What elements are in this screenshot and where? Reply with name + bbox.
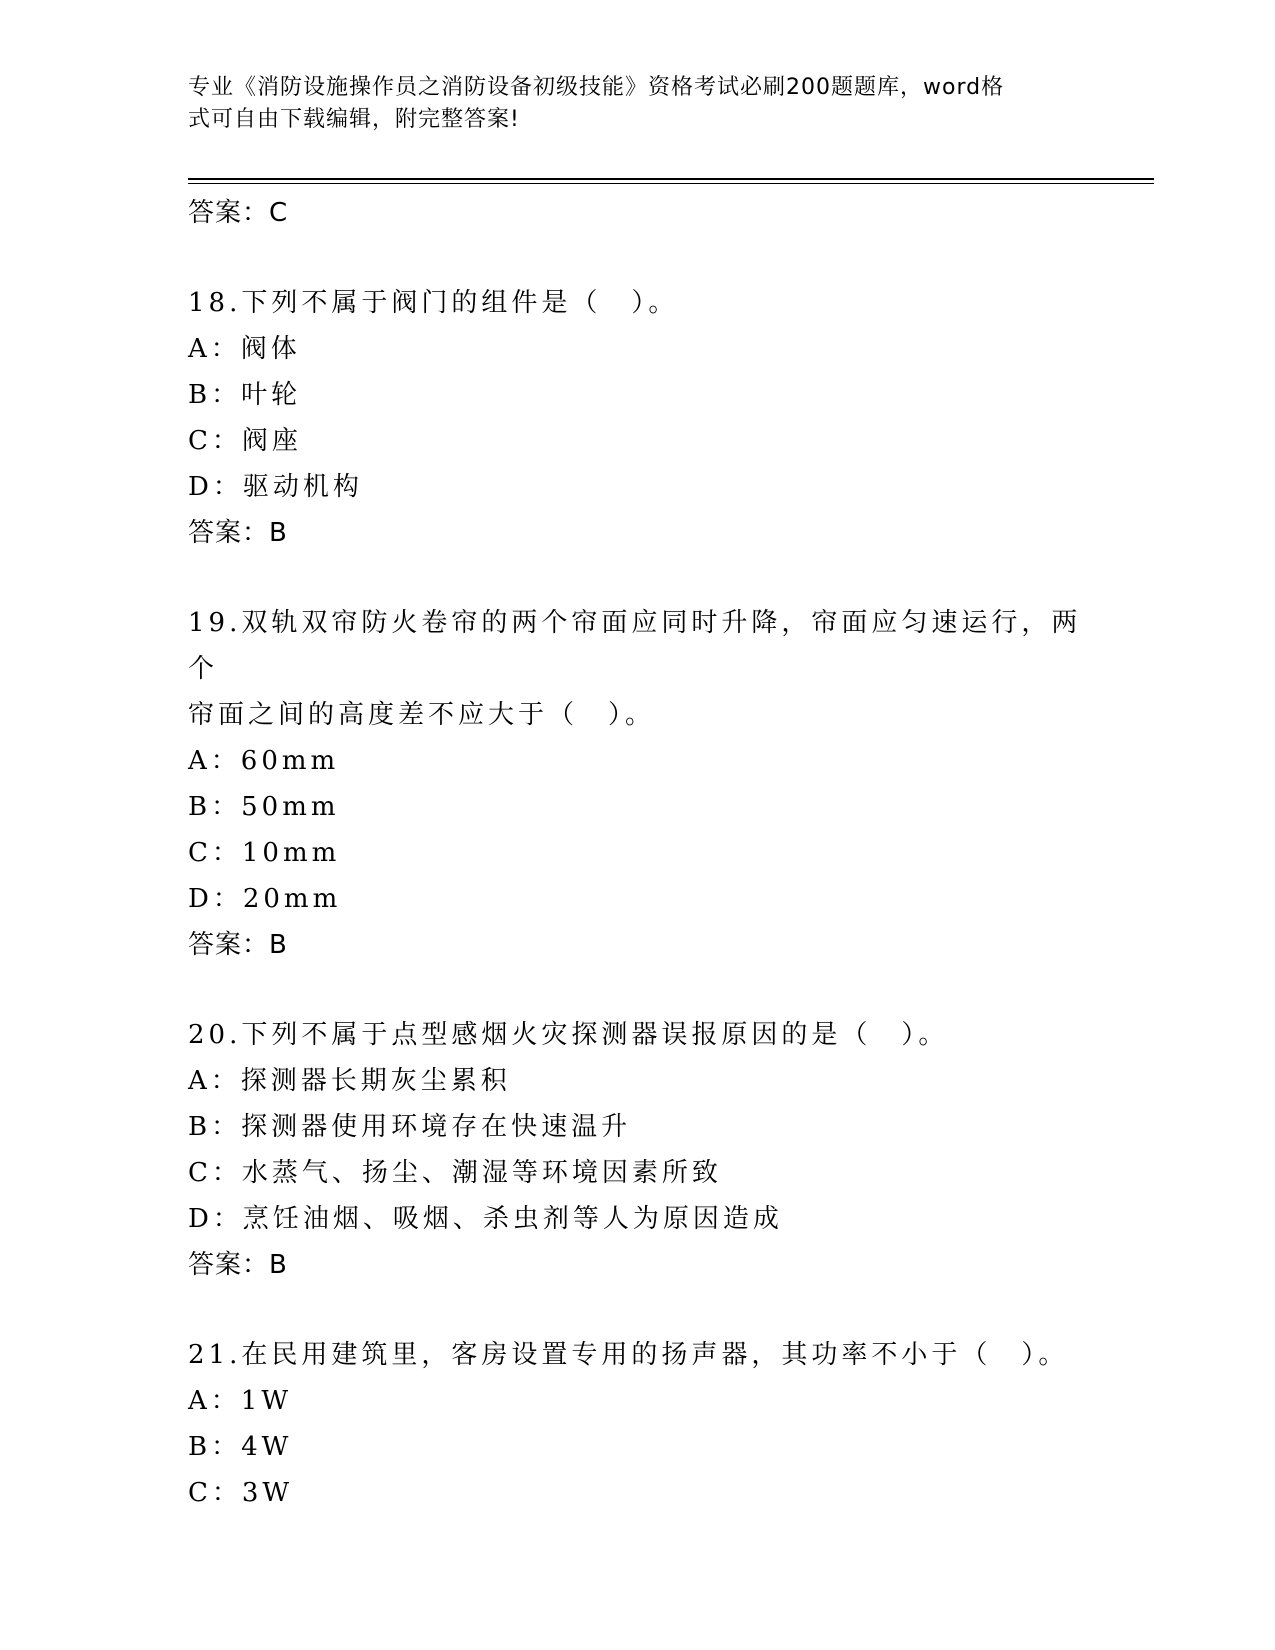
answer: 答案：B [188, 518, 288, 548]
option-b: B：探测器使用环境存在快速温升 [188, 1112, 632, 1142]
header-line-2: 式可自由下载编辑，附完整答案! [188, 107, 520, 132]
option-c: C：10mm [188, 838, 341, 868]
question-19 [188, 600, 1088, 968]
option-a: A：1W [188, 1386, 293, 1416]
option-d: D：20mm [188, 884, 342, 914]
option-a: A：阀体 [188, 334, 301, 364]
question-text: 20.下列不属于点型感烟火灾探测器误报原因的是（ ）。 [188, 1020, 949, 1050]
header-divider-thin [188, 183, 1154, 184]
option-b: B：叶轮 [188, 380, 302, 410]
previous-answer: 答案：C [188, 198, 289, 228]
answer: 答案：B [188, 930, 288, 960]
question-list [188, 190, 1088, 1516]
option-d: D：烹饪油烟、吸烟、杀虫剂等人为原因造成 [188, 1204, 783, 1234]
option-c: C：水蒸气、扬尘、潮湿等环境因素所致 [188, 1158, 722, 1188]
option-a: A：60mm [188, 746, 340, 776]
answer: 答案：B [188, 1250, 288, 1280]
question-text-continued: 帘面之间的高度差不应大于（ ）。 [188, 700, 656, 730]
option-b: B：50mm [188, 792, 340, 822]
option-a: A：探测器长期灰尘累积 [188, 1066, 511, 1096]
option-d: D：驱动机构 [188, 472, 363, 502]
option-c: C：3W [188, 1478, 294, 1508]
option-c: C：阀座 [188, 426, 302, 456]
header-line-1: 专业《消防设施操作员之消防设备初级技能》资格考试必刷200题题库，word格 [188, 75, 1005, 100]
document-header [188, 72, 1068, 136]
option-b: B：4W [188, 1432, 293, 1462]
question-text: 19.双轨双帘防火卷帘的两个帘面应同时升降，帘面应匀速运行，两个 [188, 608, 1082, 684]
question-text: 18.下列不属于阀门的组件是（ ）。 [188, 288, 679, 318]
question-text: 21.在民用建筑里，客房设置专用的扬声器，其功率不小于（ ）。 [188, 1340, 1069, 1370]
header-divider-thick [188, 178, 1154, 180]
question-18 [188, 280, 1088, 556]
question-21 [188, 1332, 1088, 1516]
question-20 [188, 1012, 1088, 1288]
